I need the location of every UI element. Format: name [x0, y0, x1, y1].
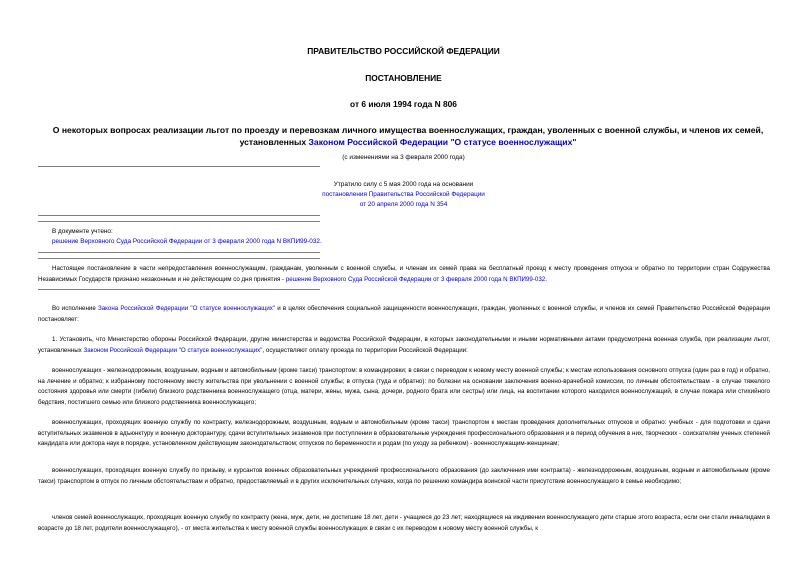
- law-link[interactable]: Законом Российской Федерации "О статусе военнослужащих": [83, 346, 263, 354]
- law-link[interactable]: Закона Российской Федерации "О статусе военнослужащих": [97, 305, 276, 312]
- separator-rule: [38, 221, 320, 222]
- considered-link-row[interactable]: [52, 237, 322, 247]
- paragraph-item-1: [38, 335, 770, 356]
- expired-link-line-2[interactable]: [0, 190, 807, 199]
- considered-label: В документе учтено:: [52, 228, 113, 235]
- supreme-court-decision-link[interactable]: решение Верховного Суда Российской Федерации от 3 февраля 2000 года N ВКПИ99-032.: [52, 238, 322, 245]
- paragraph-text: , осуществляют оплату проезда по территории Российской Федерации:: [262, 346, 468, 354]
- paragraph-text: Настоящее постановление в части непредоставления военнослужащим, гражданам, уволенным с военной службы, и членам их семей права на бесплатный проезд к месту проведения отпуска и обратно по территории стран Содружества Независимых Государств признано незаконным и не действующим со дня принятия -: [38, 265, 770, 283]
- amendments-note: (с изменениями на 3 февраля 2000 года): [342, 154, 465, 161]
- document-date: от 6 июля 1994 года N 806: [350, 99, 457, 109]
- paragraph-conscripts: военнослужащих, проходящих военную службу по призыву, и курсантов военных образовательных учреждений профессионального образования (до заключения ими контракта) - железнодорожным, воздушным, водным и автомобильным (кроме такси) транспортом в отпуск по личным обстоятельствам и обратно, предоставляемый и в других исключительных случаях, когда по решению командира воинской части присутствие военнослужащего в семье необходимо;: [38, 467, 770, 485]
- title-law-link[interactable]: Законом Российской Федерации "О статусе военнослужащих": [308, 137, 577, 147]
- expired-decree-link[interactable]: постановления Правительства Российской Федерации: [322, 191, 485, 198]
- paragraph-text: 1. Установить, что Министерство обороны Российской Федерации, другие министерства и ведомства Российской Федерации, в которых законодательными и иными нормативными актами предусмотрена военная служба, при реализации льгот, установленных: [38, 336, 770, 354]
- separator-rule: [38, 252, 320, 253]
- paragraph-servicemen: военнослужащих - железнодорожным, воздушным, водным и автомобильным (кроме такси) транспортом: в командировки; в связи с переводом к новому месту военной службы; к местам использования основного отпуска (один раз в год) и обратно, на лечение и обратно; к избранному постоянному месту жительства при увольнении с военной службы; в отпуска (туда и обратно): по болезни на основании заключения военно-врачебной комиссии, по личным обстоятельствам - в случае тяжелого состояния здоровья или смерти (гибели) близкого родственника военнослужащего (отца, матери, жены, мужа, сына, дочери, родного брата или сестры) или лица, на воспитании которого находился военнослужащий, в случае пожара или стихийного бедствия, постигшего семью или близкого родственника военнослужащего;: [38, 367, 770, 406]
- document-title: [52, 124, 764, 148]
- paragraph-contract-servicemen: военнослужащих, проходящих военную службу по контракту, железнодорожным, воздушным, водным и автомобильным (кроме такси) транспортом к местам проведения дополнительных отпусков и обратно: учебных - для подготовки и сдачи вступительных экзаменов в адъюнктуру и военную докторантуру, сдачи вступительных экзаменов при поступлении в образовательные учреждения профессионального образования и в период обучения в них, творческих - соискателям ученых степеней кандидата или доктора наук в порядке, установленном действующим законодательством; отпусков по беременности и родам (по уходу за ребенком) - военнослужащим-женщинам;: [38, 419, 770, 447]
- separator-rule: [38, 289, 320, 290]
- separator-rule: [38, 166, 320, 167]
- paragraph-preamble: [38, 304, 770, 325]
- title-text: О некоторых вопросах реализации льгот по проезду и перевозкам личного имущества военнослужащих, граждан, уволенных с военной службы, и членов их семей, установленных: [52, 125, 764, 147]
- expired-decree-date-link[interactable]: от 20 апреля 2000 года N 354: [359, 201, 448, 208]
- expired-line-1: Утратило силу с 5 мая 2000 года на основании: [333, 181, 474, 188]
- paragraph-court-note: [38, 264, 770, 285]
- separator-rule: [38, 258, 320, 259]
- court-decision-link[interactable]: решение Верховного Суда Российской Федерации от 3 февраля 2000 года N ВКПИ99-032.: [285, 275, 547, 283]
- paragraph-family-members: членов семей военнослужащих, проходящих военную службу по контракту (жена, муж, дети, не достигшие 18 лет, дети - учащиеся до 23 лет; находящиеся на иждивении военнослужащего дети старше этого возраста, если они стали инвалидами в возрасте до 18 лет, родители военнослужащего), - от места жительства к месту военной службы военнослужащих в связи с их переводом к новому месту военной службы, к: [38, 514, 770, 532]
- government-heading: ПРАВИТЕЛЬСТВО РОССИЙСКОЙ ФЕДЕРАЦИИ: [307, 46, 500, 56]
- separator-rule: [38, 215, 320, 216]
- expired-link-line-3[interactable]: [0, 200, 807, 209]
- paragraph-text: Во исполнение: [52, 305, 98, 312]
- paragraph-text: и в целях обеспечения социальной защищенности военнослужащих, граждан, уволенных с военной службы, и членов их семей Правительство Российской Федерации постановляет:: [38, 305, 770, 323]
- document-type-heading: ПОСТАНОВЛЕНИЕ: [365, 73, 442, 83]
